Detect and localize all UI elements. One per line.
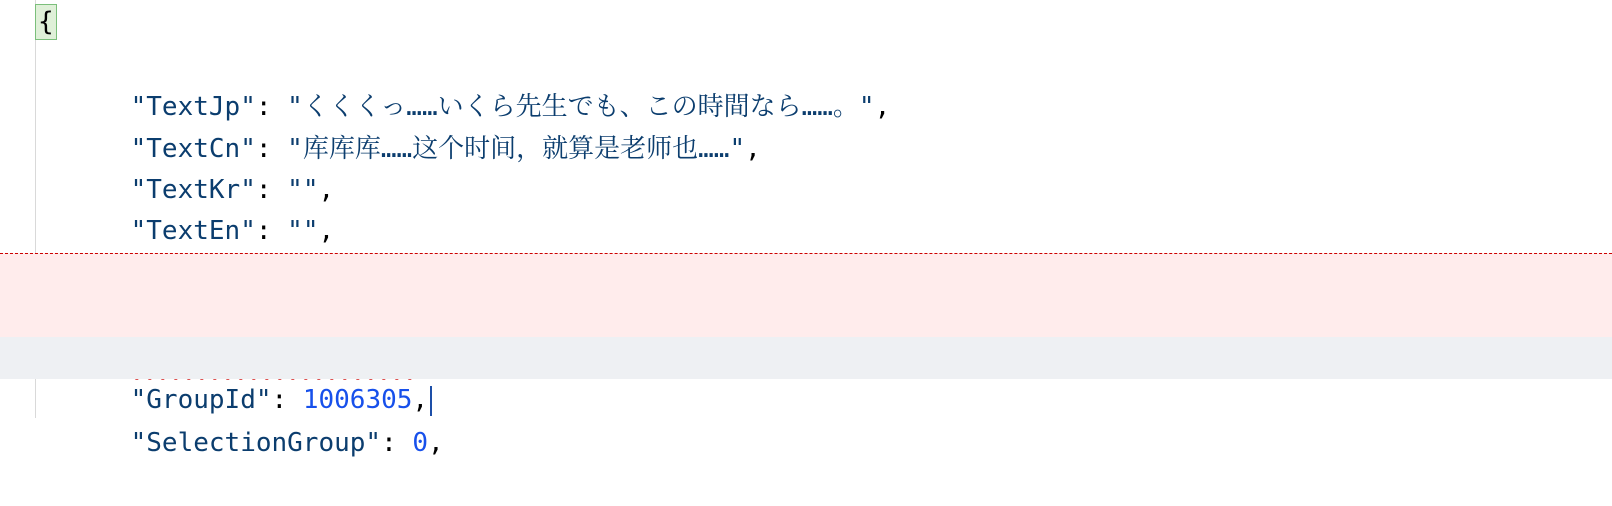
- code-line-texten[interactable]: "TextEn": "",: [130, 216, 335, 246]
- trailing-comma: ,: [745, 134, 761, 164]
- json-value: 0: [412, 428, 429, 458]
- code-line-textth[interactable]: [0, 210, 1612, 252]
- trailing-comma: ,: [318, 175, 335, 205]
- trailing-comma: ,: [318, 216, 335, 246]
- code-line-open-brace[interactable]: [0, 0, 1612, 42]
- json-value: "库库库……这个时间，就算是老师也……": [287, 134, 746, 164]
- code-line-selectiongroup[interactable]: "SelectionGroup": 0,: [130, 428, 444, 458]
- trailing-comma: ,: [412, 385, 429, 415]
- code-line-comment-wrap[interactable]: [0, 295, 1612, 338]
- code-line-textcn[interactable]: "TextCn": "库库库……这个时间，就算是老师也……",: [130, 134, 761, 164]
- code-line-groupid[interactable]: "GroupId": 1006305,: [0, 337, 1612, 379]
- json-value: 1006305: [302, 385, 413, 415]
- matched-brace: {: [35, 4, 57, 40]
- code-line-textkr[interactable]: "TextKr": "",: [130, 175, 335, 205]
- json-key: "TextEn": [130, 216, 256, 246]
- json-key: "GroupId": [130, 385, 272, 415]
- json-key: "TextJp": [130, 92, 256, 122]
- code-line-texttw[interactable]: [0, 253, 1612, 297]
- trailing-comma: ,: [874, 92, 891, 122]
- json-key: "TextKr": [130, 175, 256, 205]
- code-line-textjp[interactable]: "TextJp": "くくくっ……いくら先生でも、この時間なら……。",: [130, 92, 891, 122]
- json-key: "TextCn": [130, 134, 256, 164]
- json-value: "": [287, 175, 319, 205]
- json-value: "": [287, 216, 319, 246]
- trailing-comma: ,: [428, 428, 444, 458]
- json-value: "くくくっ……いくら先生でも、この時間なら……。": [287, 92, 875, 122]
- json-key: "SelectionGroup": [130, 428, 382, 458]
